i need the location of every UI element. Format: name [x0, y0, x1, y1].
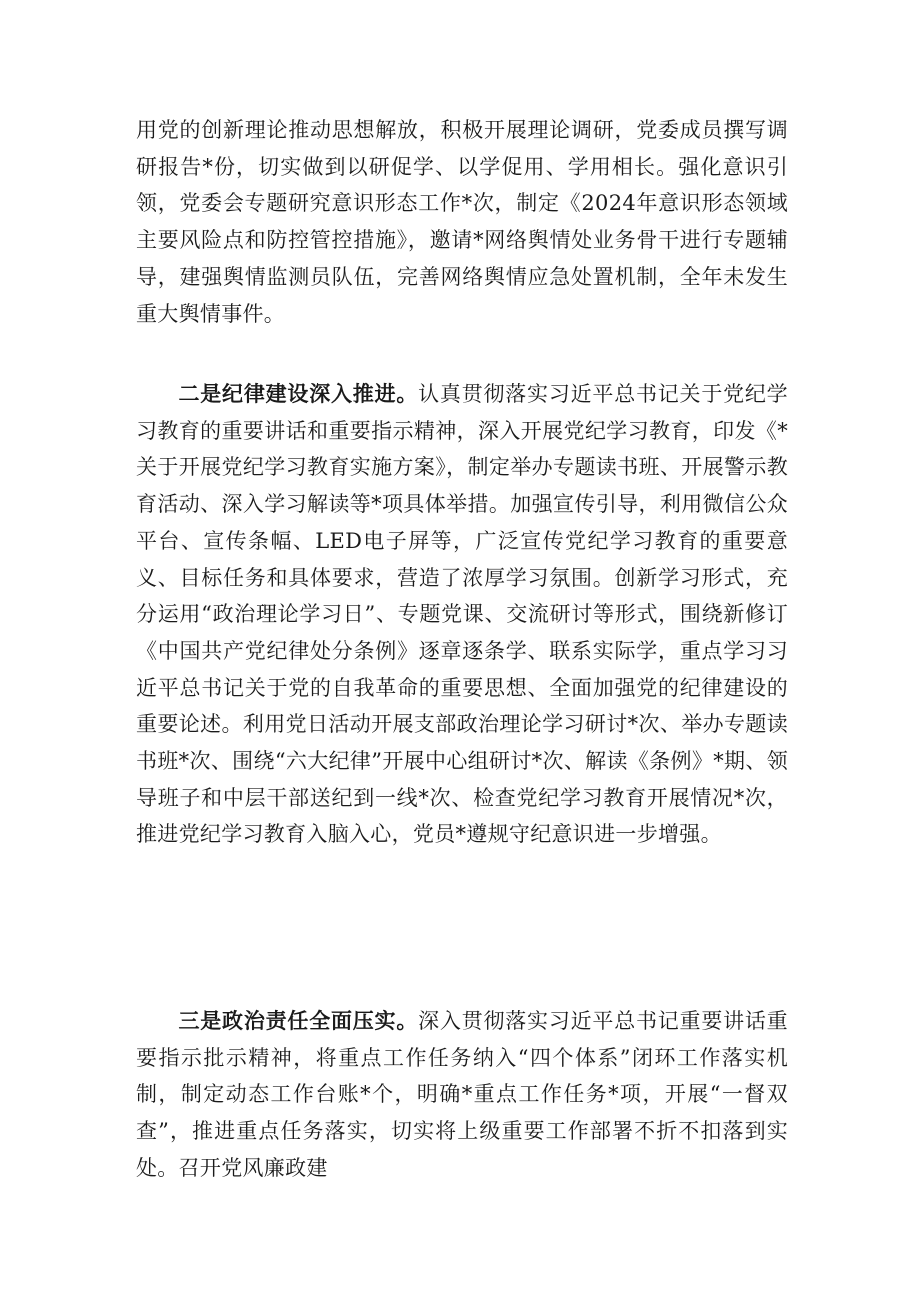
paragraph-body: 认真贯彻落实习近平总书记关于党纪学习教育的重要讲话和重要指示精神，深入开展党纪学习教育，印发《*关于开展党纪学习教育实施方案》，制定举办专题读书班、开展警示教育活动、深入学习解读等*项具体举措。加强宣传引导，利用微信公众平台、宣传条幅、LED电子屏等，广泛宣传党纪学习教育的重要意义、目标任务和具体要求，营造了浓厚学习氛围。创新学习形式，充分运用“政治理论学习日”、专题党课、交流研讨等形式，围绕新修订《中国共产党纪律处分条例》逐章逐条学、联系实际学，重点学习习近平总书记关于党的自我革命的重要思想、全面加强党的纪律建设的重要论述。利用党日活动开展支部政治理论学习研讨*次、举办专题读书班*次、围绕“六大纪律”开展中心组研讨*次、解读《条例》*期、领导班子和中层干部送纪到一线*次、检查党纪学习教育开展情况*次，推进党纪学习教育入脑入心，党员*遵规守纪意识进一步增强。 [136, 382, 788, 847]
paragraph-ideology-work [136, 112, 788, 332]
paragraph-political-responsibility [136, 1003, 788, 1187]
paragraph-body: 深入贯彻落实习近平总书记重要讲话重要指示批示精神，将重点工作任务纳入“四个体系”闭环工作落实机制，制定动态工作台账*个，明确*重点工作任务*项，开展“一督双查”，推进重点任务落实，切实将上级重要工作部署不折不扣落到实处。召开党风廉政建 [136, 1009, 788, 1180]
paragraph-heading: 二是纪律建设深入推进。 [178, 381, 419, 406]
paragraph-discipline-building [136, 376, 788, 853]
paragraph-heading: 三是政治责任全面压实。 [178, 1008, 419, 1033]
paragraph-body: 用党的创新理论推动思想解放，积极开展理论调研，党委成员撰写调研报告*份，切实做到以研促学、以学促用、学用相长。强化意识引领，党委会专题研究意识形态工作*次，制定《2024年意识形态领域主要风险点和防控管控措施》，邀请*网络舆情处业务骨干进行专题辅导，建强舆情监测员队伍，完善网络舆情应急处置机制，全年未发生重大舆情事件。 [136, 118, 788, 326]
